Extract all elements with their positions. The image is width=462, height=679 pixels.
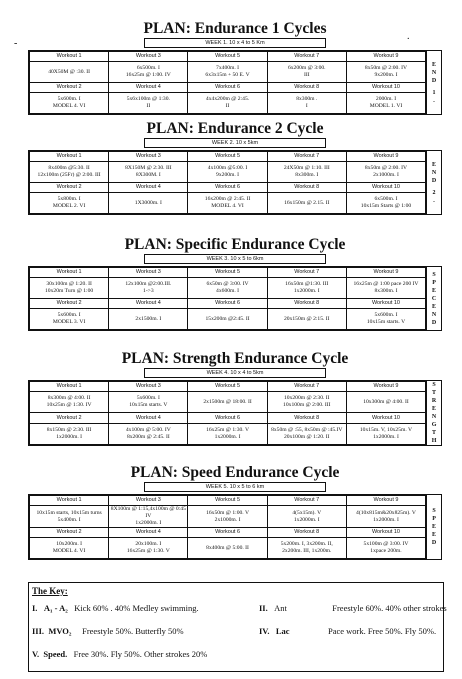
plan-section <box>28 236 442 331</box>
key-item-4 <box>259 626 436 636</box>
workout-content: 4(10x815m&20x825m). V 1x2000m. I <box>346 506 425 528</box>
workout-header: Workout 1 <box>30 52 109 62</box>
workout-header: Workout 2 <box>30 83 109 93</box>
workout-content: 6x200m @ 3:00. III <box>267 62 346 83</box>
workout-header: Workout 7 <box>267 382 346 392</box>
workout-header: Workout 1 <box>30 152 109 162</box>
workout-grid <box>28 380 442 446</box>
workout-content: 5x200m. I, 3x200m. II, 2x200m. III, 1x200m. <box>267 538 346 559</box>
workout-header: Workout 1 <box>30 496 109 506</box>
key-desc: Kick 60% . 40% Medley swimming. <box>74 603 199 613</box>
workout-content: 16x200m @ 2:45. II MODEL 4. VI <box>188 193 267 214</box>
content-row <box>30 93 426 114</box>
header-row <box>30 52 426 62</box>
workout-grid <box>28 150 442 215</box>
workout-header: Workout 3 <box>109 52 188 62</box>
workout-content: 10x15m. V, 10x25m. V 1x2000m. I <box>346 423 425 444</box>
side-letter: P <box>432 279 436 286</box>
side-letter: G <box>431 422 437 428</box>
workout-content: 8x50m @ 2:00. IV 2x1000m. I <box>346 162 425 183</box>
header-row <box>30 83 426 93</box>
workout-content: 5x600m. I 10x15m starts. V <box>346 309 425 330</box>
workout-content: 5x800m. I MODEL 2. VI <box>30 193 109 214</box>
key-name: A₁ - A₂ <box>43 603 68 613</box>
workout-header: Workout 4 <box>109 183 188 193</box>
workout-header: Workout 6 <box>188 413 267 423</box>
workout-header: Workout 3 <box>109 268 188 278</box>
side-letter: E <box>432 532 437 538</box>
plan-title: PLAN: Endurance 2 Cycle <box>146 120 324 137</box>
workout-content: 5x600m. I MODEL 4. VI <box>30 93 109 114</box>
side-letter: P <box>432 516 436 522</box>
workout-header: Workout 9 <box>346 382 425 392</box>
workout-header: Workout 9 <box>346 268 425 278</box>
workout-table <box>29 151 426 214</box>
side-letter: . <box>433 197 435 204</box>
key-item-3 <box>32 626 184 636</box>
plan-section <box>28 350 442 446</box>
workout-content: 12x100m @2:00.III. 1->3 <box>109 278 188 299</box>
header-row <box>30 382 426 392</box>
key-item-2 <box>259 603 447 613</box>
workout-content: 10x200m @ 2:30. II 10x100m @ 2:00. III <box>267 392 346 413</box>
week-label: WEEK 1. 10 x 4 to 5 Km <box>144 38 326 48</box>
workout-content: 8x400m @5:30. II 12x100m (25Fr) @ 2:00. III <box>30 162 109 183</box>
workout-header: Workout 5 <box>188 382 267 392</box>
workout-header: Workout 2 <box>30 183 109 193</box>
workout-header: Workout 6 <box>188 528 267 538</box>
key-item-1 <box>32 603 199 613</box>
workout-content: 16x25m @ 1:30. V 1x2000m. I <box>188 423 267 444</box>
week-label: WEEK 2. 10 x 5km <box>144 138 326 148</box>
workout-content: 24X50m @ 1:10. III 8x300m. I <box>267 162 346 183</box>
workout-header: Workout 6 <box>188 83 267 93</box>
workout-content: 6x50m @ 3:00. IV 4x600m. I <box>188 278 267 299</box>
workout-header: Workout 4 <box>109 413 188 423</box>
workout-content: 7x400m. I 6x3x15m + 50 E. V <box>188 62 267 83</box>
workout-header: Workout 10 <box>346 413 425 423</box>
side-letter: N <box>431 69 437 76</box>
content-row <box>30 423 426 444</box>
workout-header: Workout 9 <box>346 496 425 506</box>
plan-title: PLAN: Strength Endurance Cycle <box>121 350 349 367</box>
content-row <box>30 506 426 528</box>
workout-content: 8x300m . I <box>267 93 346 114</box>
workout-header: Workout 9 <box>346 52 425 62</box>
workout-header: Workout 5 <box>188 152 267 162</box>
workout-header: Workout 9 <box>346 152 425 162</box>
workout-header: Workout 2 <box>30 528 109 538</box>
content-row <box>30 193 426 214</box>
side-letter: N <box>431 311 437 318</box>
workout-content: 2x1500m @ 18:00. II <box>188 392 267 413</box>
plan-title: PLAN: Specific Endurance Cycle <box>124 236 346 253</box>
workout-content: 30x100m @ 1:20. II 10x20m Turn @ 1:00 <box>30 278 109 299</box>
key-desc: Pace work. Free 50%. Fly 50%. <box>327 626 437 636</box>
workout-header: Workout 4 <box>109 83 188 93</box>
key-num: IV. <box>259 626 270 636</box>
header-row <box>30 152 426 162</box>
workout-content: 5x6x100m @ 1:30. II <box>109 93 188 114</box>
workout-header: Workout 1 <box>30 268 109 278</box>
side-letter: . <box>433 97 435 104</box>
workout-header: Workout 7 <box>267 496 346 506</box>
side-label <box>426 51 441 114</box>
workout-header: Workout 8 <box>267 183 346 193</box>
workout-content: 16x50m @1:30. III 1x2000m. I <box>267 278 346 299</box>
side-letter: S <box>432 271 436 278</box>
side-label <box>426 267 441 330</box>
key-box <box>28 582 447 672</box>
week-label: WEEK 4. 10 x 4 to 5km <box>144 368 326 378</box>
workout-content: 4x4x200m @ 2:45. II <box>188 93 267 114</box>
stray-mark: - <box>14 38 18 49</box>
workout-content: 16x25m @ 1:00 pace 200 IV 8x300m. I <box>346 278 425 299</box>
side-letter: E <box>432 161 437 168</box>
workout-header: Workout 7 <box>267 52 346 62</box>
side-letter: D <box>431 177 437 184</box>
plan-section <box>28 20 442 115</box>
header-row <box>30 528 426 538</box>
week-label: WEEK 5. 10 x 5 to 6 km <box>144 482 326 492</box>
workout-header: Workout 2 <box>30 299 109 309</box>
workout-content: 40X50M @ :30. II <box>30 62 109 83</box>
side-letter: N <box>431 414 437 420</box>
workout-header: Workout 10 <box>346 183 425 193</box>
content-row <box>30 309 426 330</box>
workout-content: 2000m. I MODEL 1. VI <box>346 93 425 114</box>
workout-header: Workout 5 <box>188 496 267 506</box>
side-letter: S <box>432 508 436 514</box>
content-row <box>30 392 426 413</box>
content-row <box>30 538 426 559</box>
workout-content: 4(5x15m). V 1x2000m. I <box>267 506 346 528</box>
header-row <box>30 299 426 309</box>
side-letter: T <box>432 430 437 436</box>
side-letter: E <box>432 287 437 294</box>
workout-content: 16x50m @ 1:00. V 2x1000m. I <box>188 506 267 528</box>
workout-grid <box>28 494 442 560</box>
workout-header: Workout 6 <box>188 183 267 193</box>
plan-section <box>28 120 442 215</box>
workout-header: Workout 10 <box>346 299 425 309</box>
key-num: III. <box>32 626 45 636</box>
workout-header: Workout 5 <box>188 268 267 278</box>
workout-content: 5x600m. I MODEL 3. VI <box>30 309 109 330</box>
workout-content: 8x300m @ 4:00. II 10x25m @ 1:30. IV <box>30 392 109 413</box>
workout-content: 1X3000m. I <box>109 193 188 214</box>
side-letter: N <box>431 169 437 176</box>
stray-mark: . <box>407 31 410 42</box>
workout-content: 8x150m @ 2:30. III 1x2000m. I <box>30 423 109 444</box>
workout-content: 10x15m starts, 10x15m turns 5x400m. I <box>30 506 109 528</box>
side-letter: R <box>431 398 437 404</box>
side-letter: 1 <box>432 89 436 96</box>
key-num: II. <box>259 603 268 613</box>
workout-table <box>29 267 426 330</box>
side-letter: S <box>432 382 436 388</box>
key-desc: Freestyle 60%. 40% other strokes <box>332 603 447 613</box>
side-letter: D <box>431 319 437 326</box>
workout-table <box>29 51 426 114</box>
workout-content: 6x500m. I 10x15m Starts @ 1:00 <box>346 193 425 214</box>
key-name: Ant <box>274 603 287 613</box>
workout-header: Workout 10 <box>346 528 425 538</box>
header-row <box>30 413 426 423</box>
workout-header: Workout 8 <box>267 83 346 93</box>
workout-content: 5x100m @ 3:00. IV 1xpace 200m. <box>346 538 425 559</box>
key-desc: Free 30%. Fly 50%. Other strokes 20% <box>73 649 208 659</box>
workout-header: Workout 7 <box>267 152 346 162</box>
week-label: WEEK 3. 10 x 5 to 6km <box>144 254 326 264</box>
side-label <box>426 495 441 559</box>
workout-header: Workout 4 <box>109 299 188 309</box>
workout-content: 8x50m @ :55, 8x50m @ :45.IV 20x100m @ 1:20. II <box>267 423 346 444</box>
workout-content: 4x100m @5:00. I 9x200m. I <box>188 162 267 183</box>
side-letter: D <box>431 540 437 546</box>
header-row <box>30 268 426 278</box>
content-row <box>30 162 426 183</box>
workout-content: 5x600m. I 10x15m starts. V <box>109 392 188 413</box>
workout-content: 2x1500m. I <box>109 309 188 330</box>
side-letter: D <box>431 77 437 84</box>
workout-content: 10x300m @ 4:00. II <box>346 392 425 413</box>
workout-grid <box>28 50 442 115</box>
side-letter: H <box>431 438 437 444</box>
side-letter: C <box>431 295 437 302</box>
workout-grid <box>28 266 442 331</box>
workout-header: Workout 8 <box>267 528 346 538</box>
workout-header: Workout 10 <box>346 83 425 93</box>
side-letter: 2 <box>432 189 436 196</box>
side-letter: E <box>432 61 437 68</box>
workout-header: Workout 7 <box>267 268 346 278</box>
content-row <box>30 278 426 299</box>
workout-content: 20x150m @ 2:15. II <box>267 309 346 330</box>
workout-header: Workout 3 <box>109 152 188 162</box>
workout-table <box>29 381 426 445</box>
workout-content: 6x500m. I 16x25m @ 1:00. IV <box>109 62 188 83</box>
plan-section <box>28 464 442 560</box>
workout-content: 20x100m. I 16x25m @ 1:30. V <box>109 538 188 559</box>
side-letter: T <box>432 390 437 396</box>
key-name: Lac <box>275 626 290 636</box>
workout-table <box>29 495 426 559</box>
workout-content: 8x50m @ 2:00. IV 9x200m. I <box>346 62 425 83</box>
workout-header: Workout 8 <box>267 413 346 423</box>
key-num: I. <box>32 603 38 613</box>
plan-title: PLAN: Speed Endurance Cycle <box>130 464 340 481</box>
plan-title: PLAN: Endurance 1 Cycles <box>143 20 327 37</box>
workout-content: 8x400m @ 5:00. II <box>188 538 267 559</box>
side-letter: E <box>432 524 437 530</box>
workout-content: 8X150M @ 2:30. III 8X300M. I <box>109 162 188 183</box>
workout-content: 15x200m @2:45. II <box>188 309 267 330</box>
side-label <box>426 151 441 214</box>
side-letter: E <box>432 303 437 310</box>
workout-content: 10x200m. I MODEL 4. VI <box>30 538 109 559</box>
key-num: V. <box>32 649 40 659</box>
workout-header: Workout 5 <box>188 52 267 62</box>
workout-header: Workout 1 <box>30 382 109 392</box>
workout-content: 16x150m @ 2.15. II <box>267 193 346 214</box>
workout-header: Workout 3 <box>109 496 188 506</box>
content-row <box>30 62 426 83</box>
side-label <box>426 381 441 445</box>
key-desc: Freestyle 50%. Butterfly 50% <box>82 626 184 636</box>
workout-header: Workout 8 <box>267 299 346 309</box>
workout-content: 4x100m @ 5:00. IV 8x200m @ 2:45. II <box>109 423 188 444</box>
workout-content: 8X100m @ 1:15,4x100m @ 0:45 IV 1x2000m. I <box>109 506 188 528</box>
header-row <box>30 183 426 193</box>
key-name: Speed. <box>43 649 68 659</box>
key-title: The Key: <box>32 586 68 596</box>
workout-header: Workout 2 <box>30 413 109 423</box>
header-row <box>30 496 426 506</box>
workout-header: Workout 4 <box>109 528 188 538</box>
key-name: MVO₂ <box>48 626 72 636</box>
key-item-5 <box>32 649 207 659</box>
side-letter: E <box>432 406 437 412</box>
workout-header: Workout 3 <box>109 382 188 392</box>
workout-header: Workout 6 <box>188 299 267 309</box>
